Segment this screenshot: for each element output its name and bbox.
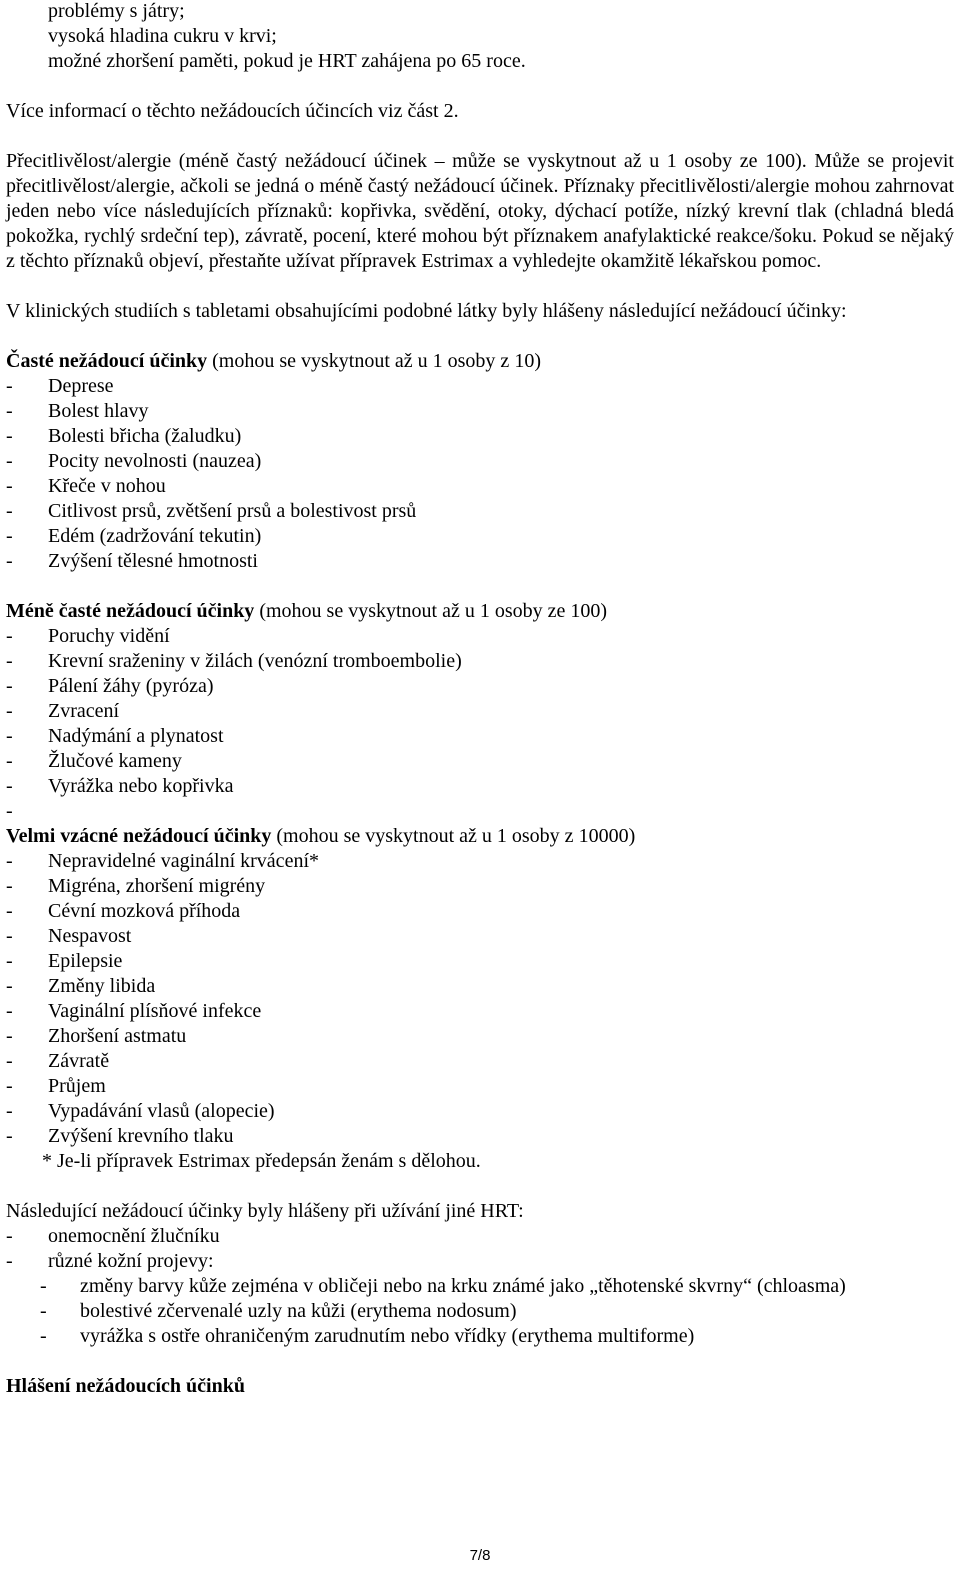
list-item: - Deprese — [6, 375, 114, 397]
list-item: - Pálení žáhy (pyróza) — [6, 675, 214, 697]
uncommon-heading-line — [6, 599, 954, 624]
list-item: - Závratě — [6, 1050, 110, 1072]
footnote: * Je-li přípravek Estrimax předepsán ženám s dělohou. — [42, 1150, 481, 1172]
uncommon-heading: Méně časté nežádoucí účinky — [6, 600, 255, 622]
clinical-intro: V klinických studiích s tabletami obsahujícími podobné látky byly hlášeny následující nežádoucí účinky: — [6, 300, 847, 322]
very-rare-section — [6, 824, 954, 1174]
list-item: - Zvýšení krevního tlaku — [6, 1125, 234, 1147]
page-number: 7/8 — [469, 1547, 491, 1564]
very-rare-heading: Velmi vzácné nežádoucí účinky — [6, 825, 272, 847]
list-item: - různé kožní projevy: — [6, 1250, 214, 1272]
common-frequency: (mohou se vyskytnout až u 1 osoby z 10) — [207, 350, 541, 372]
list-item: - Bolest hlavy — [6, 400, 149, 422]
common-section — [6, 349, 954, 574]
common-heading-line — [6, 349, 954, 374]
other-hrt-section — [6, 1199, 954, 1349]
list-item: - Vypadávání vlasů (alopecie) — [6, 1100, 275, 1122]
sub-list-item: - bolestivé zčervenalé uzly na kůži (erythema nodosum) — [40, 1300, 517, 1322]
reporting-heading-line — [6, 1374, 954, 1399]
uncommon-frequency: (mohou se vyskytnout až u 1 osoby ze 100) — [254, 600, 608, 622]
list-item: - Epilepsie — [6, 950, 123, 972]
common-heading: Časté nežádoucí účinky — [6, 350, 208, 372]
list-item: - Nadýmání a plynatost — [6, 725, 224, 747]
reporting-heading: Hlášení nežádoucích účinků — [6, 1375, 245, 1397]
list-item: - Citlivost prsů, zvětšení prsů a bolestivost prsů — [6, 500, 417, 522]
list-item: - Migréna, zhoršení migrény — [6, 875, 266, 897]
very-rare-heading-line — [6, 824, 954, 849]
top-list — [6, 0, 954, 74]
list-item: - Bolesti břicha (žaludku) — [6, 425, 242, 447]
other-hrt-intro: Následující nežádoucí účinky byly hlášeny při užívání jiné HRT: — [6, 1200, 524, 1222]
list-item: - Změny libida — [6, 975, 156, 997]
list-item: - Edém (zadržování tekutin) — [6, 525, 262, 547]
list-item: - Zhoršení astmatu — [6, 1025, 187, 1047]
list-item: problémy s játry; — [48, 0, 185, 22]
list-item: - Pocity nevolnosti (nauzea) — [6, 450, 262, 472]
list-item: - Křeče v nohou — [6, 475, 166, 497]
list-item: - Vaginální plísňové infekce — [6, 1000, 262, 1022]
document-page — [6, 0, 954, 1399]
list-item: - Cévní mozková příhoda — [6, 900, 241, 922]
sub-list-item: - vyrážka s ostře ohraničeným zarudnutím nebo vřídky (erythema multiforme) — [40, 1325, 695, 1347]
list-item: - Průjem — [6, 1075, 106, 1097]
list-item: - onemocnění žlučníku — [6, 1225, 220, 1247]
list-item: - Nespavost — [6, 925, 132, 947]
sub-list-item: - změny barvy kůže zejména v obličeji nebo na krku známé jako „těhotenské skvrny“ (chloasma) — [40, 1275, 846, 1297]
list-item: - Vyrážka nebo kopřivka — [6, 775, 234, 797]
list-item: - Zvracení — [6, 700, 120, 722]
list-item: - Nepravidelné vaginální krvácení* — [6, 850, 319, 872]
list-item: - — [6, 800, 13, 822]
very-rare-frequency: (mohou se vyskytnout až u 1 osoby z 10000) — [271, 825, 636, 847]
list-item: možné zhoršení paměti, pokud je HRT zahájena po 65 roce. — [48, 50, 526, 72]
more-info-text: Více informací o těchto nežádoucích účincích viz část 2. — [6, 100, 459, 122]
list-item: vysoká hladina cukru v krvi; — [48, 25, 277, 47]
allergy-paragraph: Přecitlivělost/alergie (méně častý nežádoucí účinek – může se vyskytnout až u 1 osoby ze 100). Může se projevit přecitlivělost/alergie, ačkoli se jedná o méně častý nežádoucí účinek. Příznaky přecitlivělosti/alergie mohou zahrnovat jeden nebo více následujících příznaků: kopřivka, svědění, otoky, dýchací potíže, nízký krevní tlak (chladná bledá pokožka, rychlý srdeční tep), závratě, pocení, které mohou být příznakem anafylaktické reakce/šoku. Pokud se nějaký z těchto příznaků objeví, přestaňte užívat přípravek Estrimax a vyhledejte okamžitě lékařskou pomoc. — [6, 150, 954, 272]
list-item: - Krevní sraženiny v žilách (venózní tromboembolie) — [6, 650, 462, 672]
list-item: - Žlučové kameny — [6, 750, 182, 772]
list-item: - Poruchy vidění — [6, 625, 170, 647]
list-item: - Zvýšení tělesné hmotnosti — [6, 550, 258, 572]
uncommon-section — [6, 599, 954, 824]
